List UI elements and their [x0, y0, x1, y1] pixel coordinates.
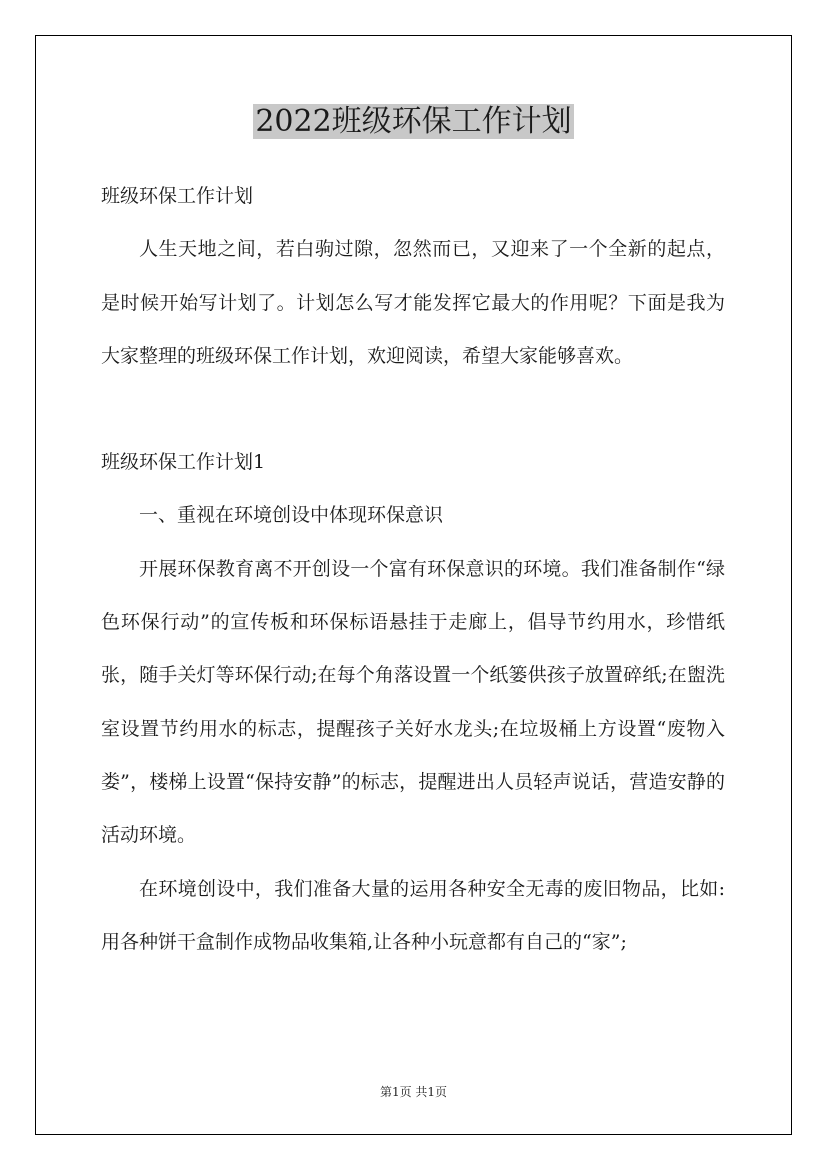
plan-heading: 班级环保工作计划1 [101, 451, 266, 474]
subsection-heading: 一、重视在环境创设中体现环保意识 [139, 504, 444, 527]
body-paragraph: 在环境创设中，我们准备大量的运用各种安全无毒的废旧物品，比如: 用各种饼干盒制作成物品收集箱,让各种小玩意都有自己的“家”; [101, 877, 725, 953]
document-title-text: 2022班级环保工作计划 [255, 104, 572, 139]
page-number-footer: 第1页 共1页 [379, 1085, 448, 1099]
document-title [0, 100, 827, 144]
body-paragraph: 开展环保教育离不开创设一个富有环保意识的环境。我们准备制作“绿色环保行动”的宣传板和环保标语悬挂于走廊上，倡导节约用水，珍惜纸张，随手关灯等环保行动;在每个角落设置一个纸篓供孩子放置碎纸;在盥洗室设置节约用水的标志，提醒孩子关好水龙头;在垃圾桶上方设置“废物入娄”，楼梯上设置“保持安静”的标志，提醒进出人员轻声说话，营造安静的活动环境。 [101, 557, 725, 847]
blank-line [101, 383, 725, 436]
document-body [101, 170, 725, 969]
section-heading: 班级环保工作计划 [101, 185, 254, 207]
intro-paragraph: 人生天地之间，若白驹过隙，忽然而已，又迎来了一个全新的起点，是时候开始写计划了。计划怎么写才能发挥它最大的作用呢？下面是我为大家整理的班级环保工作计划，欢迎阅读，希望大家能够喜欢。 [101, 238, 725, 367]
